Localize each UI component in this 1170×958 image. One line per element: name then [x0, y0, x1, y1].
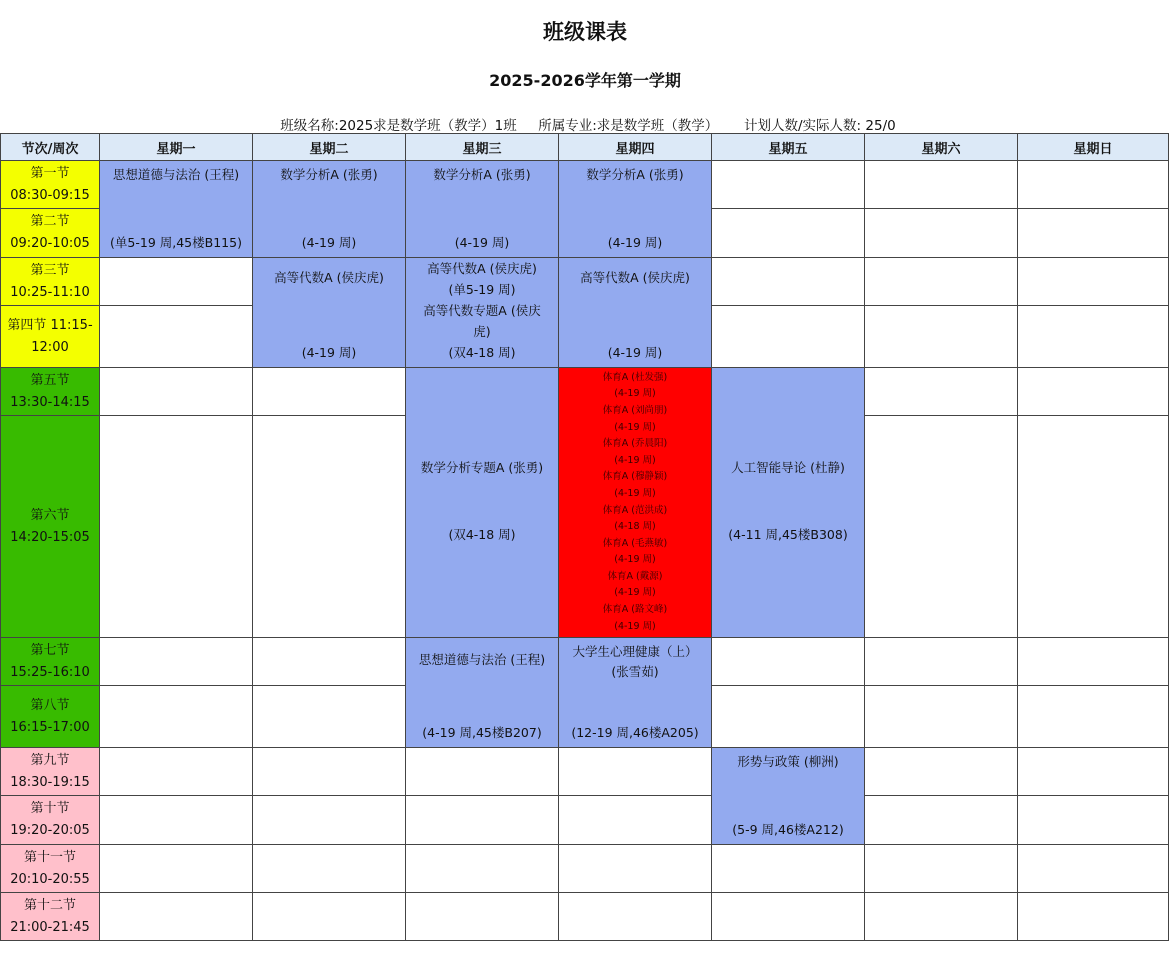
- empty-cell: [1018, 416, 1169, 638]
- empty-cell: [865, 209, 1018, 258]
- empty-cell: [100, 368, 253, 416]
- empty-cell: [865, 686, 1018, 748]
- class-info: 班级名称:2025求是数学班（教学）1班 所属专业:求是数学班（教学） 计划人数/实际人数: 25/0: [280, 118, 896, 134]
- empty-cell: [253, 845, 406, 893]
- empty-cell: [712, 209, 865, 258]
- period-cell: 第五节 13:30-14:15: [1, 368, 100, 416]
- period-cell: 第十一节 20:10-20:55: [1, 845, 100, 893]
- empty-cell: [712, 161, 865, 209]
- day-header-fri: 星期五: [712, 134, 865, 161]
- empty-cell: [559, 748, 712, 796]
- empty-cell: [406, 748, 559, 796]
- course-cell[interactable]: 思想道德与法治 (王程) (单5-19 周,45楼B115): [100, 161, 253, 258]
- period-cell: 第十节 19:20-20:05: [1, 796, 100, 845]
- empty-cell: [1018, 748, 1169, 796]
- empty-cell: [253, 638, 406, 686]
- empty-cell: [100, 306, 253, 368]
- period-cell: 第十二节 21:00-21:45: [1, 893, 100, 941]
- period-cell: 第六节 14:20-15:05: [1, 416, 100, 638]
- empty-cell: [1018, 161, 1169, 209]
- empty-cell: [1018, 796, 1169, 845]
- period-cell: 第九节 18:30-19:15: [1, 748, 100, 796]
- course-cell[interactable]: 大学生心理健康（上） (张雪茹) (12-19 周,46楼A205): [559, 638, 712, 748]
- empty-cell: [865, 748, 1018, 796]
- empty-cell: [865, 416, 1018, 638]
- course-cell[interactable]: 高等代数A (侯庆虎) (4-19 周): [559, 258, 712, 368]
- empty-cell: [1018, 893, 1169, 941]
- empty-cell: [100, 796, 253, 845]
- period-cell: 第三节 10:25-11:10: [1, 258, 100, 306]
- course-cell[interactable]: 数学分析A (张勇) (4-19 周): [253, 161, 406, 258]
- empty-cell: [712, 258, 865, 306]
- course-cell[interactable]: 高等代数A (侯庆虎) (单5-19 周) 高等代数专题A (侯庆 虎) (双4-18 周): [406, 258, 559, 368]
- empty-cell: [1018, 258, 1169, 306]
- empty-cell: [712, 638, 865, 686]
- empty-cell: [100, 638, 253, 686]
- day-header-wed: 星期三: [406, 134, 559, 161]
- day-header-thu: 星期四: [559, 134, 712, 161]
- empty-cell: [712, 845, 865, 893]
- empty-cell: [100, 845, 253, 893]
- period-cell: 第二节 09:20-10:05: [1, 209, 100, 258]
- empty-cell: [1018, 845, 1169, 893]
- day-header-sat: 星期六: [865, 134, 1018, 161]
- empty-cell: [100, 416, 253, 638]
- day-header-tue: 星期二: [253, 134, 406, 161]
- empty-cell: [865, 845, 1018, 893]
- empty-cell: [1018, 306, 1169, 368]
- header-row: [1, 134, 1169, 161]
- empty-cell: [1018, 368, 1169, 416]
- empty-cell: [100, 748, 253, 796]
- empty-cell: [253, 796, 406, 845]
- empty-cell: [100, 893, 253, 941]
- day-header-sun: 星期日: [1018, 134, 1169, 161]
- period-cell: 第七节 15:25-16:10: [1, 638, 100, 686]
- empty-cell: [406, 845, 559, 893]
- empty-cell: [865, 306, 1018, 368]
- empty-cell: [865, 796, 1018, 845]
- pe-course-cell[interactable]: 体育A (杜发强) (4-19 周) 体育A (刘尚朋) (4-19 周) 体育A (乔晨阳) (4-19 周) 体育A (穆静颖) (4-19 周) 体育A (范洪成) (4-18 周) 体育A (毛燕敏) (4-19 周) 体育A (戴源) (4-19 周) 体育A (路文峰) (4-19 周): [559, 368, 712, 638]
- empty-cell: [865, 638, 1018, 686]
- course-cell[interactable]: 人工智能导论 (杜静) (4-11 周,45楼B308): [712, 368, 865, 638]
- empty-cell: [865, 893, 1018, 941]
- corner-header: 节次/周次: [1, 134, 100, 161]
- course-cell[interactable]: 形势与政策 (柳洲) (5-9 周,46楼A212): [712, 748, 865, 845]
- period-cell: 第八节 16:15-17:00: [1, 686, 100, 748]
- course-cell[interactable]: 思想道德与法治 (王程) (4-19 周,45楼B207): [406, 638, 559, 748]
- empty-cell: [712, 306, 865, 368]
- empty-cell: [865, 258, 1018, 306]
- empty-cell: [865, 161, 1018, 209]
- empty-cell: [1018, 638, 1169, 686]
- empty-cell: [253, 368, 406, 416]
- empty-cell: [1018, 686, 1169, 748]
- empty-cell: [100, 686, 253, 748]
- day-header-mon: 星期一: [100, 134, 253, 161]
- empty-cell: [406, 893, 559, 941]
- empty-cell: [406, 796, 559, 845]
- empty-cell: [1018, 209, 1169, 258]
- course-cell[interactable]: 数学分析A (张勇) (4-19 周): [559, 161, 712, 258]
- empty-cell: [559, 893, 712, 941]
- empty-cell: [865, 368, 1018, 416]
- period-cell: 第四节 11:15- 12:00: [1, 306, 100, 368]
- empty-cell: [253, 416, 406, 638]
- empty-cell: [253, 893, 406, 941]
- empty-cell: [712, 893, 865, 941]
- course-cell[interactable]: 高等代数A (侯庆虎) (4-19 周): [253, 258, 406, 368]
- period-cell: 第一节 08:30-09:15: [1, 161, 100, 209]
- empty-cell: [100, 258, 253, 306]
- empty-cell: [712, 686, 865, 748]
- page-title: 班级课表: [543, 20, 627, 44]
- course-cell[interactable]: 数学分析A (张勇) (4-19 周): [406, 161, 559, 258]
- course-cell[interactable]: 数学分析专题A (张勇) (双4-18 周): [406, 368, 559, 638]
- empty-cell: [559, 845, 712, 893]
- semester-subtitle: 2025-2026学年第一学期: [489, 71, 681, 90]
- empty-cell: [253, 748, 406, 796]
- empty-cell: [253, 686, 406, 748]
- empty-cell: [559, 796, 712, 845]
- timetable: [0, 133, 1169, 941]
